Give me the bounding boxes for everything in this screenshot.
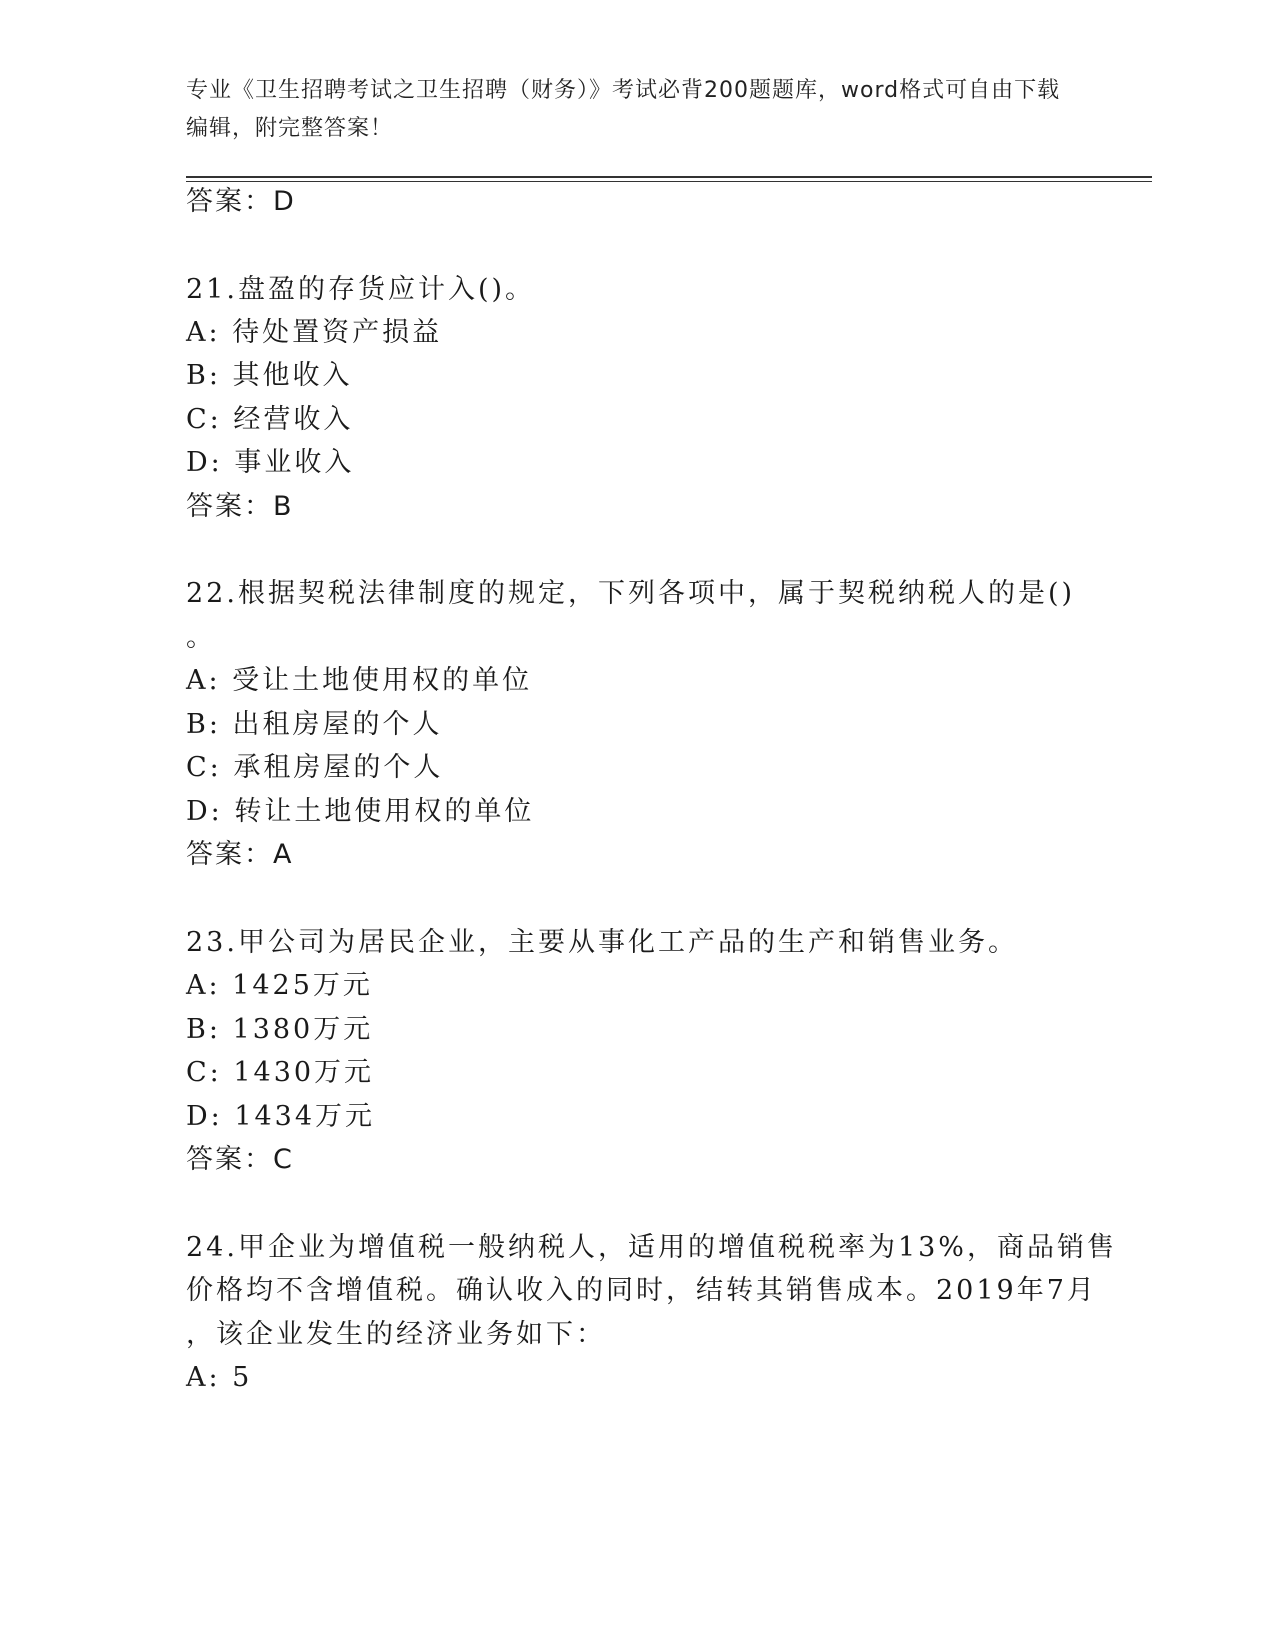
question-stem-continued: ，该企业发生的经济业务如下： xyxy=(186,1319,606,1350)
question-stem-continued: 价格均不含增值税。确认收入的同时，结转其销售成本。2019年7月 xyxy=(186,1275,1097,1306)
answer-line: 答案：B xyxy=(186,491,294,522)
option-a: A: 受让土地使用权的单位 xyxy=(186,665,533,696)
header-rule-thin xyxy=(186,181,1152,182)
question-stem: 24.甲企业为增值税一般纳税人，适用的增值税税率为13%，商品销售 xyxy=(186,1232,1117,1263)
question-stem-continued: 。 xyxy=(186,622,216,653)
option-c: C: 1430万元 xyxy=(186,1057,375,1088)
option-b: B: 出租房屋的个人 xyxy=(186,709,443,740)
option-b: B: 1380万元 xyxy=(186,1014,374,1045)
option-a: A: 1425万元 xyxy=(186,970,373,1001)
option-c: C: 经营收入 xyxy=(186,404,354,435)
option-a: A: 5 xyxy=(186,1362,253,1393)
option-b: B: 其他收入 xyxy=(186,360,353,391)
document-header: 专业《卫生招聘考试之卫生招聘（财务）》考试必背200题题库，word格式可自由下载编辑，附完整答案！ xyxy=(186,78,1061,141)
option-a: A: 待处置资产损益 xyxy=(186,317,443,348)
option-d: D: 1434万元 xyxy=(186,1101,376,1132)
answer-line: 答案：A xyxy=(186,839,294,870)
header-rule xyxy=(186,176,1152,178)
option-d: D: 转让土地使用权的单位 xyxy=(186,796,535,827)
option-c: C: 承租房屋的个人 xyxy=(186,752,444,783)
option-d: D: 事业收入 xyxy=(186,447,355,478)
question-stem: 22.根据契税法律制度的规定，下列各项中，属于契税纳税人的是() xyxy=(186,578,1076,609)
question-stem: 21.盘盈的存货应计入()。 xyxy=(186,274,536,305)
answer-line: 答案：C xyxy=(186,1144,294,1175)
question-stem: 23.甲公司为居民企业，主要从事化工产品的生产和销售业务。 xyxy=(186,927,1018,958)
answer-line: 答案：D xyxy=(186,186,296,217)
